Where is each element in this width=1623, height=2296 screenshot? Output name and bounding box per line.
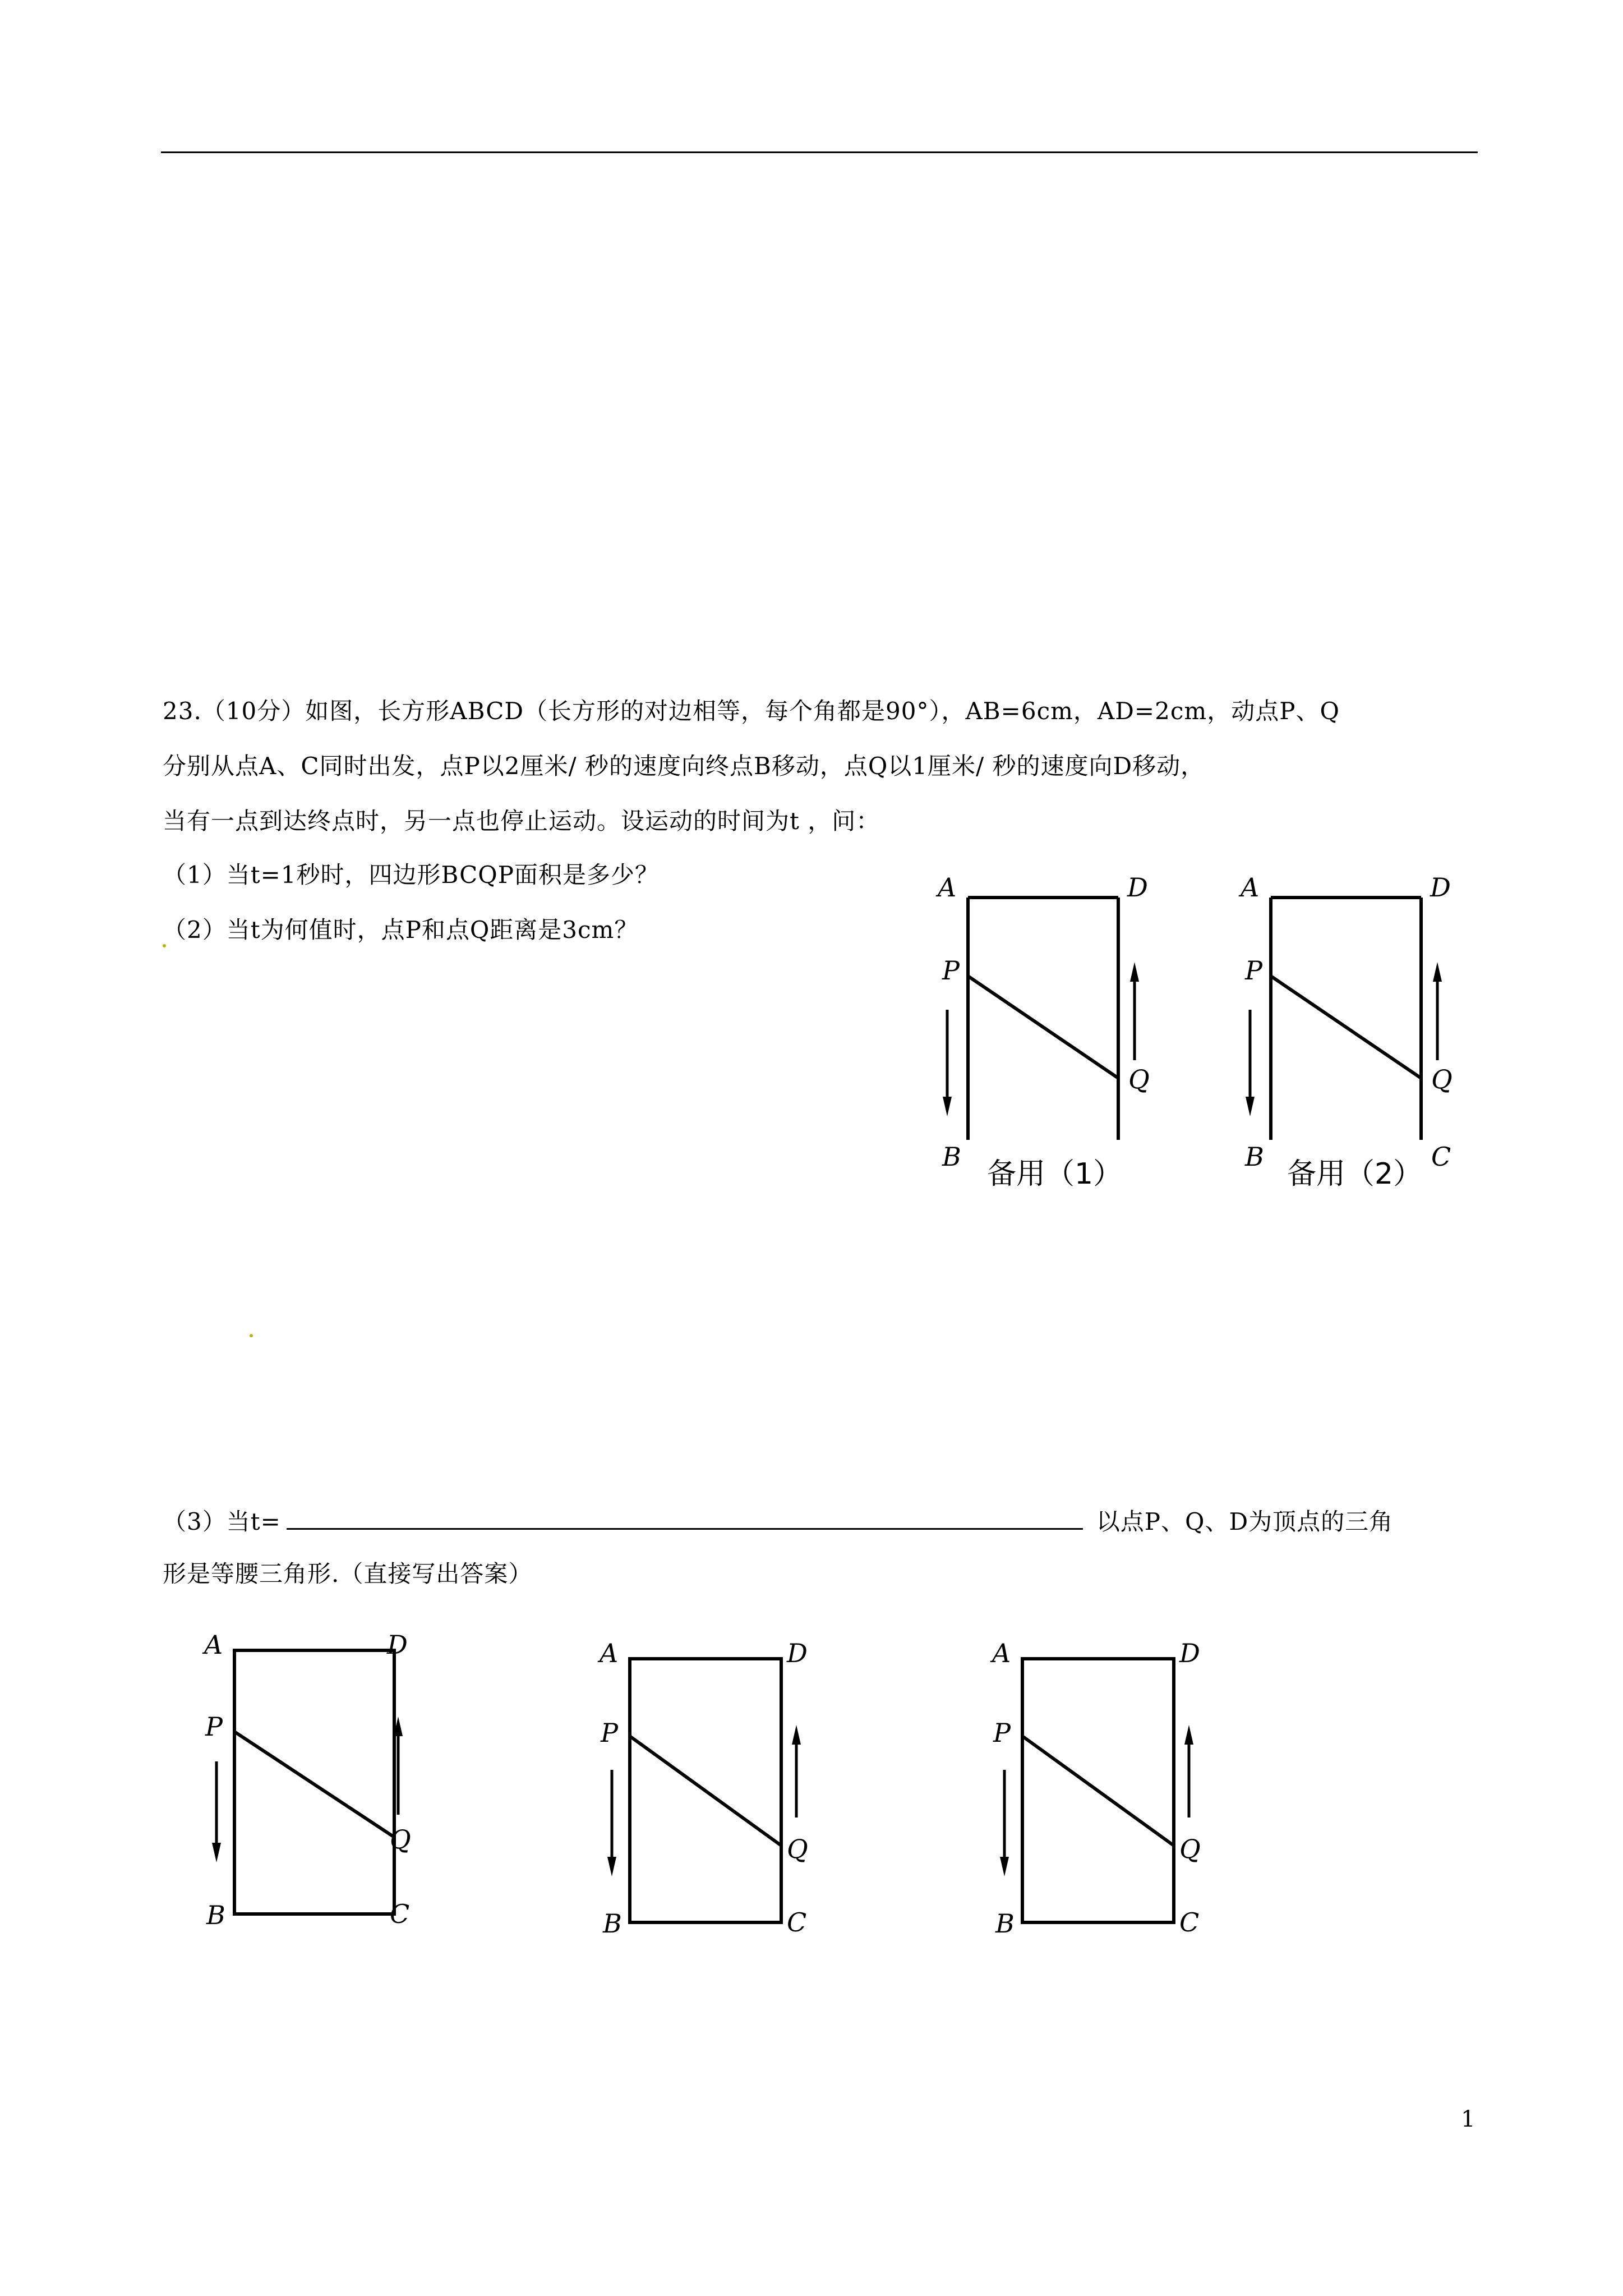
vertex-label-p: P: [601, 1718, 618, 1748]
question-3-prefix: （3）当t=: [163, 1508, 281, 1535]
spare-caption-1: 备用（1）: [987, 1157, 1123, 1191]
rectangle-figure-3: [990, 1635, 1248, 1949]
question-1: （1）当t=1秒时，四边形BCQP面积是多少？: [163, 861, 659, 889]
vertex-label-q: Q: [787, 1834, 808, 1864]
vertex-label-b: B: [1245, 1142, 1264, 1172]
vertex-label-p: P: [1245, 955, 1262, 986]
vertex-label-c: C: [1179, 1907, 1200, 1938]
vertex-label-b: B: [206, 1900, 225, 1930]
answer-blank[interactable]: [287, 1503, 1083, 1530]
stray-dot: [250, 1334, 253, 1337]
vertex-label-b: B: [995, 1908, 1015, 1939]
vertex-label-q: Q: [390, 1824, 411, 1855]
problem-line-3: 当有一点到达终点时，另一点也停止运动。设运动的时间为t ，问：: [163, 807, 880, 835]
vertex-label-a: A: [600, 1638, 619, 1668]
rectangle-figure-2: [597, 1635, 855, 1949]
vertex-label-a: A: [992, 1638, 1011, 1668]
vertex-label-d: D: [1127, 872, 1148, 903]
vertex-label-c: C: [1431, 1142, 1451, 1172]
spare-caption-2: 备用（2）: [1287, 1157, 1423, 1191]
question-3-suffix: 以点P、Q、D为顶点的三角: [1096, 1508, 1394, 1535]
vertex-label-d: D: [387, 1630, 408, 1660]
vertex-label-b: B: [942, 1142, 961, 1172]
vertex-label-p: P: [993, 1718, 1011, 1748]
vertex-label-q: Q: [1128, 1064, 1150, 1094]
question-3-line-2: 形是等腰三角形.（直接写出答案）: [163, 1560, 533, 1588]
spare-figure-1: [931, 869, 1166, 1195]
stray-dot: [163, 944, 166, 947]
vertex-label-q: Q: [1431, 1064, 1453, 1094]
vertex-label-a: A: [938, 872, 957, 903]
vertex-label-p: P: [205, 1711, 223, 1742]
problem-line-1: 23.（10分）如图，长方形ABCD（长方形的对边相等，每个角都是90°），AB=6cm，AD=2cm，动点P、Q: [163, 697, 1340, 725]
vertex-label-d: D: [787, 1638, 808, 1668]
vertex-label-c: C: [390, 1899, 410, 1929]
vertex-label-a: A: [204, 1630, 223, 1660]
vertex-label-q: Q: [1179, 1834, 1201, 1864]
question-3: [163, 1503, 1393, 1538]
vertex-label-c: C: [787, 1907, 807, 1938]
vertex-label-a: A: [1241, 872, 1260, 903]
vertex-label-d: D: [1430, 872, 1451, 903]
spare-figure-2: [1234, 869, 1469, 1195]
vertex-label-p: P: [942, 955, 960, 986]
question-2: （2）当t为何值时，点P和点Q距离是3cm？: [163, 916, 639, 944]
page-number: 1: [1461, 2106, 1476, 2132]
rectangle-figure-1: [202, 1627, 460, 1941]
vertex-label-d: D: [1179, 1638, 1200, 1668]
problem-line-2: 分别从点A、C同时出发，点P以2厘米/ 秒的速度向终点B移动，点Q以1厘米/ 秒的速度向D移动，: [163, 752, 1205, 780]
header-rule: [161, 151, 1478, 153]
vertex-label-b: B: [603, 1908, 622, 1939]
